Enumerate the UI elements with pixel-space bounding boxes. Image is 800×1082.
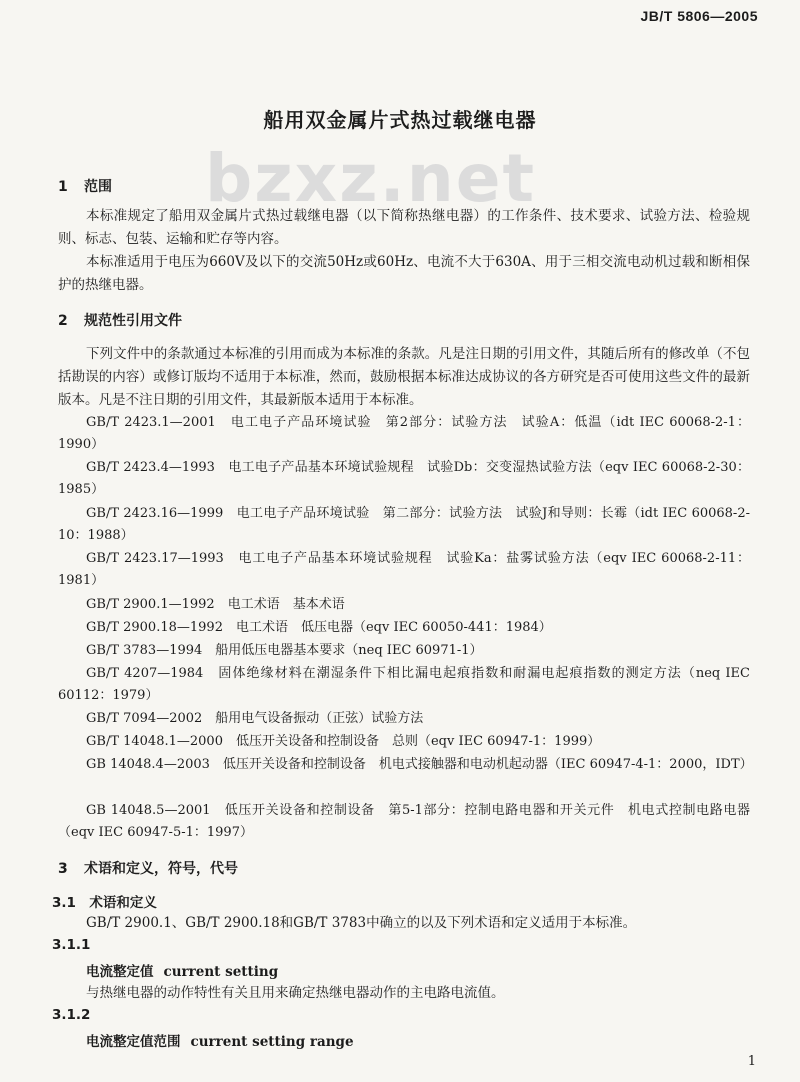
term-3-1-1-number: 3.1.1	[52, 937, 91, 953]
reference-item: GB 14048.4—2003 低压开关设备和控制设备 机电式接触器和电动机起动器（IEC 60947-4-1：2000，IDT）	[86, 757, 753, 772]
section-3-heading	[58, 858, 238, 878]
subsection-title: 术语和定义	[89, 895, 157, 911]
term-zh: 电流整定值	[86, 964, 154, 980]
section-title: 范围	[84, 179, 112, 195]
scope-paragraph-2: 本标准适用于电压为660V及以下的交流50Hz或60Hz、电流不大于630A、用于三相交流电动机过载和断相保护的热继电器。	[58, 254, 750, 293]
term-3-1-2	[86, 1030, 354, 1050]
standard-code: JB/T 5806—2005	[640, 8, 758, 24]
term-3-1-1	[86, 960, 278, 980]
page-number: 1	[747, 1054, 756, 1069]
term-en: current setting	[163, 964, 279, 980]
term-3-1-1-definition: 与热继电器的动作特性有关且用来确定热继电器动作的主电路电流值。	[86, 985, 505, 1001]
reference-item: GB/T 4207—1984 固体绝缘材料在潮湿条件下相比漏电起痕指数和耐漏电起痕指数的测定方法（neq IEC 60112：1979）	[58, 666, 750, 703]
watermark: bzxz.net	[205, 140, 537, 217]
reference-item: GB/T 14048.1—2000 低压开关设备和控制设备 总则（eqv IEC 60947-1：1999）	[86, 734, 601, 749]
term-3-1-2-number: 3.1.2	[52, 1007, 91, 1023]
section-2-heading	[58, 310, 182, 330]
reference-item: GB/T 7094—2002 船用电气设备振动（正弦）试验方法	[86, 711, 424, 726]
terms-intro: GB/T 2900.1、GB/T 2900.18和GB/T 3783中确立的以及下列术语和定义适用于本标准。	[86, 915, 637, 931]
document-title: 船用双金属片式热过载继电器	[263, 108, 537, 132]
section-title: 术语和定义，符号，代号	[84, 861, 238, 877]
subsection-3-1-heading	[52, 891, 157, 911]
reference-item: GB/T 2900.1—1992 电工术语 基本术语	[86, 597, 345, 612]
reference-item: GB 14048.5—2001 低压开关设备和控制设备 第5-1部分：控制电路电器和开关元件 机电式控制电路电器（eqv IEC 60947-5-1：1997）	[58, 803, 750, 840]
reference-item: GB/T 2423.1—2001 电工电子产品环境试验 第2部分：试验方法 试验A：低温（idt IEC 60068-2-1：1990）	[58, 415, 750, 452]
reference-item: GB/T 2423.4—1993 电工电子产品基本环境试验规程 试验Db：交变湿热试验方法（eqv IEC 60068-2-30：1985）	[58, 460, 750, 497]
term-zh: 电流整定值范围	[86, 1034, 181, 1050]
section-title: 规范性引用文件	[84, 313, 182, 329]
reference-item: GB/T 2423.16—1999 电工电子产品环境试验 第二部分：试验方法 试验J和导则：长霉（idt IEC 60068-2-10：1988）	[58, 506, 750, 543]
scope-paragraph-1: 本标准规定了船用双金属片式热过载继电器（以下简称热继电器）的工作条件、技术要求、试验方法、检验规则、标志、包装、运输和贮存等内容。	[58, 208, 750, 247]
section-number: 2	[58, 313, 68, 329]
subsection-number: 3.1	[52, 895, 76, 911]
reference-item: GB/T 2900.18—1992 电工术语 低压电器（eqv IEC 60050-441：1984）	[86, 620, 552, 635]
section-number: 1	[58, 179, 68, 195]
section-number: 3	[58, 861, 68, 877]
reference-item: GB/T 2423.17—1993 电工电子产品基本环境试验规程 试验Ka：盐雾试验方法（eqv IEC 60068-2-11：1981）	[58, 551, 750, 588]
section-1-heading	[58, 176, 112, 196]
reference-item: GB/T 3783—1994 船用低压电器基本要求（neq IEC 60971-1）	[86, 643, 483, 658]
normative-intro: 下列文件中的条款通过本标准的引用而成为本标准的条款。凡是注日期的引用文件，其随后所有的修改单（不包括勘误的内容）或修订版均不适用于本标准，然而，鼓励根据本标准达成协议的各方研究是否可使用这些文件的最新版本。凡是不注日期的引用文件，其最新版本适用于本标准。	[58, 346, 750, 408]
term-en: current setting range	[190, 1034, 354, 1050]
